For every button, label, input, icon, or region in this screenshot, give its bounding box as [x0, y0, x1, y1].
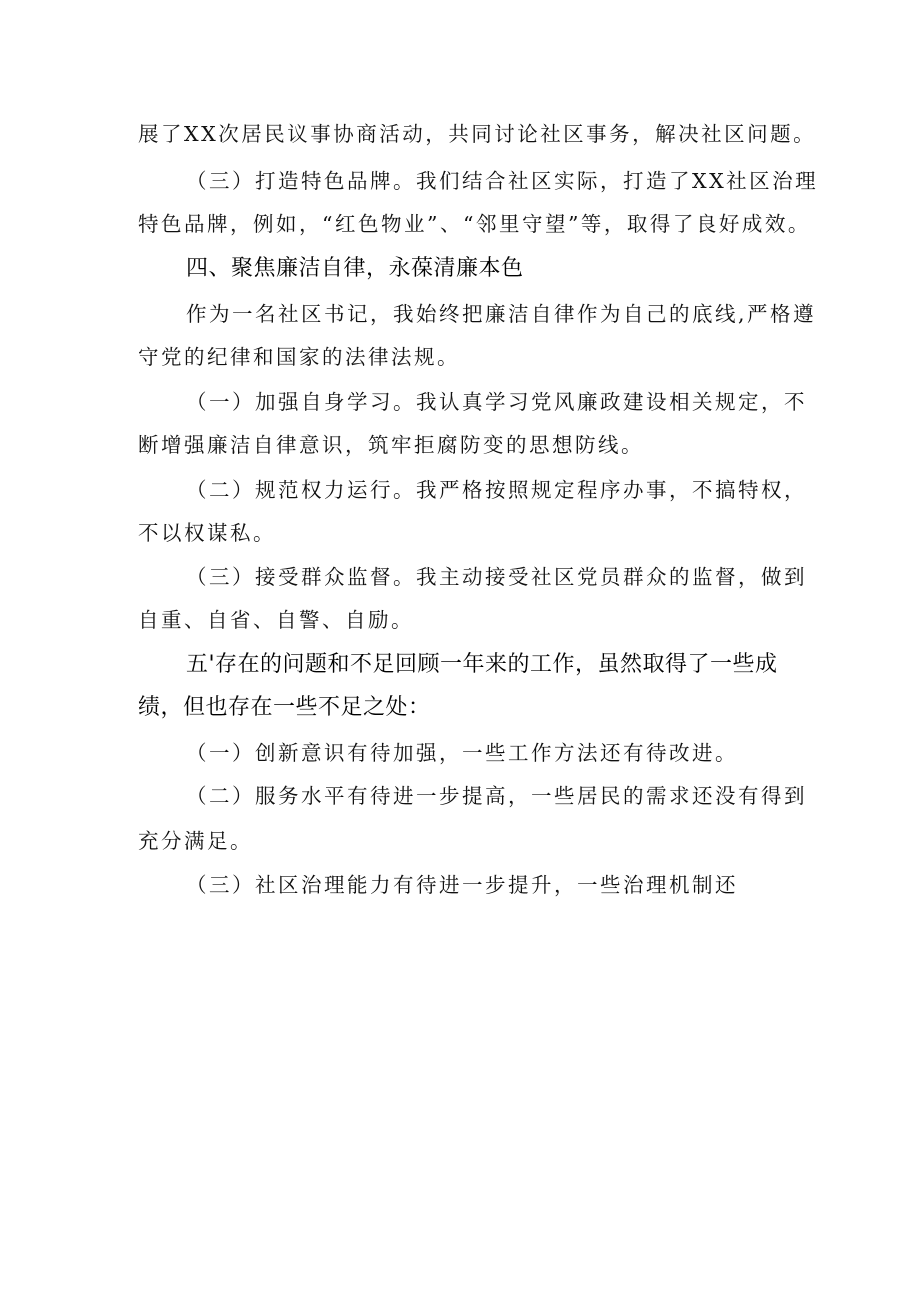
paragraph-line: （三）社区治理能力有待进一步提升，一些治理机制还	[186, 873, 738, 897]
section-heading-continued: 绩，但也存在一些不足之处：	[138, 695, 431, 720]
paragraph-line: 作为一名社区书记，我始终把廉洁自律作为自己的底线,严格遵	[186, 302, 817, 326]
paragraph-line: （一）加强自身学习。我认真学习党风廉政建设相关规定，不	[186, 390, 807, 414]
paragraph-line: 守党的纪律和国家的法律法规。	[138, 345, 460, 369]
paragraph-line: 特色品牌，例如，“红色物业”、“邻里守望”等，取得了良好成效。	[138, 212, 811, 236]
section-heading: 四、聚焦廉洁自律，永葆清廉本色	[186, 256, 524, 281]
paragraph-line: （三）打造特色品牌。我们结合社区实际，打造了XX社区治理	[186, 169, 819, 193]
section-heading: 五'存在的问题和不足回顾一年来的工作，虽然取得了一些成	[186, 652, 778, 677]
paragraph-line: 断增强廉洁自律意识，筑牢拒腐防变的思想防线。	[138, 433, 644, 457]
paragraph-line: 展了XX次居民议事协商活动，共同讨论社区事务，解决社区问题。	[138, 122, 817, 146]
paragraph-line: （二）服务水平有待进一步提高，一些居民的需求还没有得到	[186, 784, 807, 808]
paragraph-line: 自重、自省、自警、自励。	[138, 608, 414, 632]
paragraph-line: 不以权谋私。	[138, 521, 276, 545]
paragraph-line: （一）创新意识有待加强，一些工作方法还有待改进。	[186, 741, 738, 765]
paragraph-line: （三）接受群众监督。我主动接受社区党员群众的监督，做到	[186, 565, 807, 589]
paragraph-line: （二）规范权力运行。我严格按照规定程序办事，不搞特权，	[186, 478, 807, 502]
paragraph-line: 充分满足。	[138, 829, 253, 853]
